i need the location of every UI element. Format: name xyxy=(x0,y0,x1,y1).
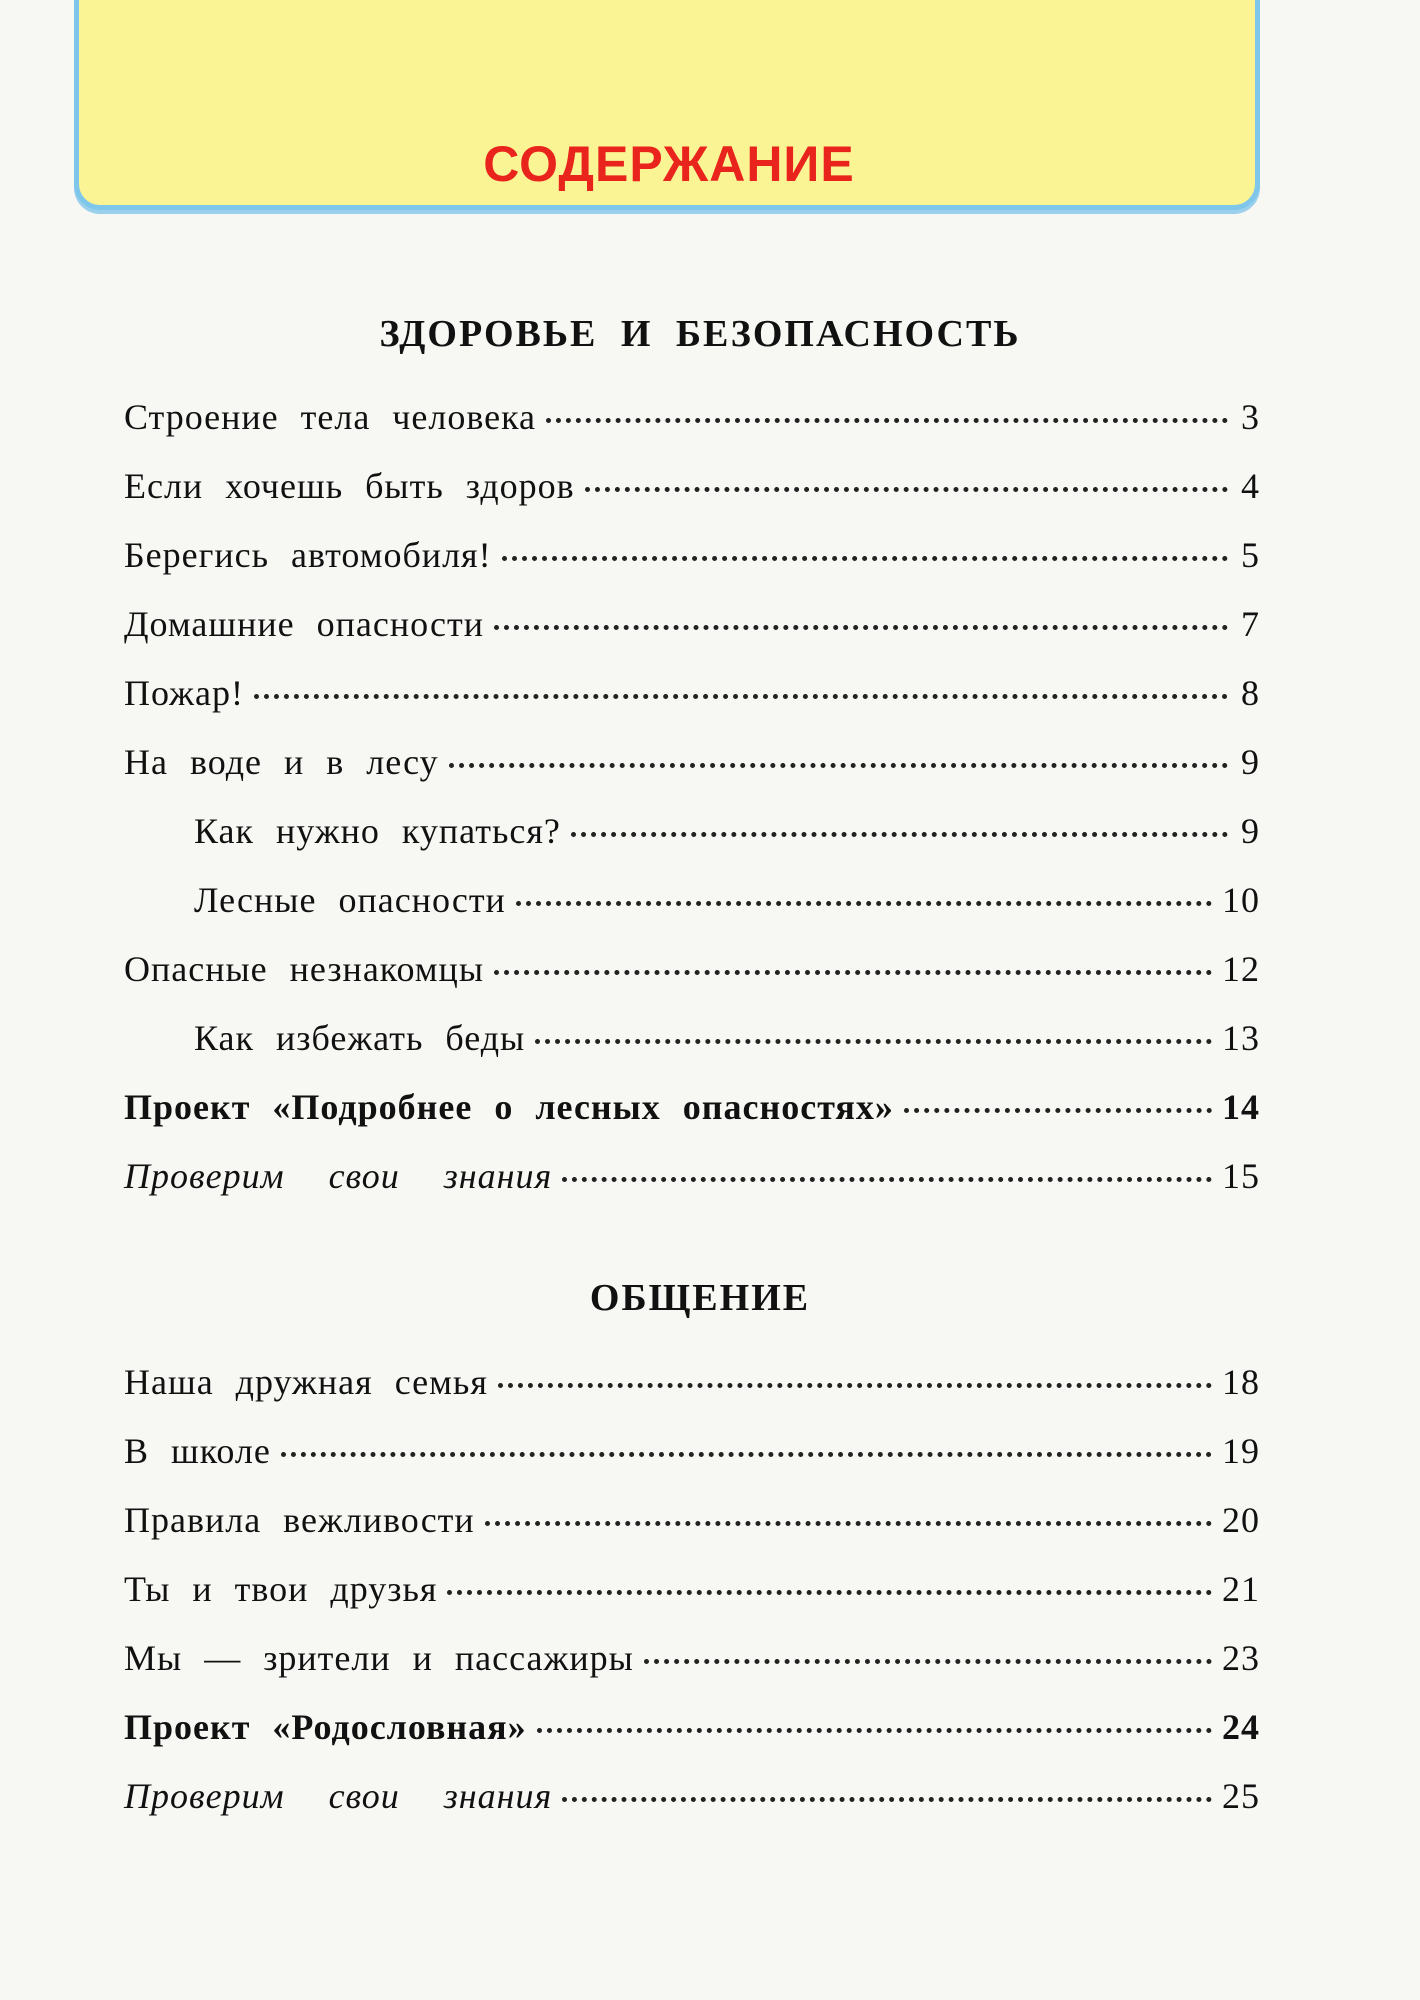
toc-entry-page: 4 xyxy=(1241,466,1260,506)
toc-subentry[interactable] xyxy=(194,879,1260,925)
toc-entry-label: Проверим свои знания xyxy=(124,1156,553,1196)
dot-leader xyxy=(254,694,1228,699)
dot-leader xyxy=(449,763,1228,768)
toc-entry-label: На воде и в лесу xyxy=(124,742,439,782)
toc-subentry[interactable] xyxy=(194,1017,1260,1063)
page-title: СОДЕРЖАНИЕ xyxy=(483,136,855,192)
toc-entry-label: Пожар! xyxy=(124,673,244,713)
toc-entry-label: Лесные опасности xyxy=(194,880,506,920)
toc-entry[interactable] xyxy=(124,1361,1260,1407)
dot-leader xyxy=(585,487,1228,492)
dot-leader xyxy=(535,1039,1212,1044)
toc-entry[interactable] xyxy=(124,948,1260,994)
toc-entry-page: 13 xyxy=(1222,1018,1260,1058)
dot-leader xyxy=(537,1728,1212,1733)
toc-entry-page: 21 xyxy=(1222,1569,1260,1609)
dot-leader xyxy=(562,1797,1212,1802)
toc-entry-page: 15 xyxy=(1222,1156,1260,1196)
toc-entry-review[interactable] xyxy=(124,1775,1260,1821)
toc-entry-page: 19 xyxy=(1222,1431,1260,1471)
toc-entry-page: 8 xyxy=(1241,673,1260,713)
toc-entry[interactable] xyxy=(124,1568,1260,1614)
toc-entry[interactable] xyxy=(124,672,1260,718)
dot-leader xyxy=(571,832,1228,837)
toc-entry-page: 7 xyxy=(1241,604,1260,644)
toc-entry-page: 12 xyxy=(1222,949,1260,989)
toc-entry[interactable] xyxy=(124,465,1260,511)
toc-entry[interactable] xyxy=(124,1637,1260,1683)
dot-leader xyxy=(281,1452,1212,1457)
toc-entry-label: Мы — зрители и пассажиры xyxy=(124,1638,634,1678)
toc-entry-review[interactable] xyxy=(124,1155,1260,1201)
toc-entry-label: Берегись автомобиля! xyxy=(124,535,492,575)
toc-entry-page: 23 xyxy=(1222,1638,1260,1678)
dot-leader xyxy=(562,1177,1212,1182)
dot-leader xyxy=(447,1590,1212,1595)
toc-entry[interactable] xyxy=(124,396,1260,442)
toc-subentry[interactable] xyxy=(194,810,1260,856)
toc-entry[interactable] xyxy=(124,1430,1260,1476)
toc-entry-label: Наша дружная семья xyxy=(124,1362,488,1402)
section-title-communication: ОБЩЕНИЕ xyxy=(589,1277,811,1319)
toc-entry-page: 10 xyxy=(1222,880,1260,920)
toc-entry[interactable] xyxy=(124,534,1260,580)
dot-leader xyxy=(494,625,1228,630)
dot-leader xyxy=(546,418,1228,423)
toc-entry-label: Если хочешь быть здоров xyxy=(124,466,575,506)
dot-leader xyxy=(485,1521,1212,1526)
toc-entry-page: 9 xyxy=(1241,742,1260,782)
toc-entry-project[interactable] xyxy=(124,1706,1260,1752)
toc-entry-label: Проверим свои знания xyxy=(124,1776,553,1816)
toc-entry-page: 20 xyxy=(1222,1500,1260,1540)
dot-leader xyxy=(904,1108,1212,1113)
toc-entry-page: 18 xyxy=(1222,1362,1260,1402)
toc-entry[interactable] xyxy=(124,741,1260,787)
toc-entry-page: 3 xyxy=(1241,397,1260,437)
dot-leader xyxy=(516,901,1212,906)
toc-entry-page: 14 xyxy=(1222,1087,1260,1127)
toc-entry-page: 24 xyxy=(1222,1707,1260,1747)
toc-entry-label: Как нужно купаться? xyxy=(194,811,561,851)
toc-entry-project[interactable] xyxy=(124,1086,1260,1132)
toc-entry-label: Проект «Подробнее о лесных опасностях» xyxy=(124,1087,894,1127)
toc-entry-label: В школе xyxy=(124,1431,271,1471)
dot-leader xyxy=(494,970,1212,975)
toc-entry-label: Проект «Родословная» xyxy=(124,1707,527,1747)
toc-entry-page: 5 xyxy=(1241,535,1260,575)
toc-entry[interactable] xyxy=(124,603,1260,649)
toc-entry-label: Строение тела человека xyxy=(124,397,537,437)
toc-entry-label: Как избежать беды xyxy=(194,1018,526,1058)
dot-leader xyxy=(644,1659,1212,1664)
toc-entry[interactable] xyxy=(124,1499,1260,1545)
dot-leader xyxy=(502,556,1228,561)
toc-entry-page: 9 xyxy=(1241,811,1260,851)
toc-entry-page: 25 xyxy=(1222,1776,1260,1816)
toc-entry-label: Опасные незнакомцы xyxy=(124,949,485,989)
toc-entry-label: Ты и твои друзья xyxy=(124,1569,438,1609)
toc-entry-label: Правила вежливости xyxy=(124,1500,475,1540)
section-title-health-safety: ЗДОРОВЬЕ И БЕЗОПАСНОСТЬ xyxy=(379,313,1021,355)
toc-entry-label: Домашние опасности xyxy=(124,604,484,644)
dot-leader xyxy=(498,1383,1212,1388)
